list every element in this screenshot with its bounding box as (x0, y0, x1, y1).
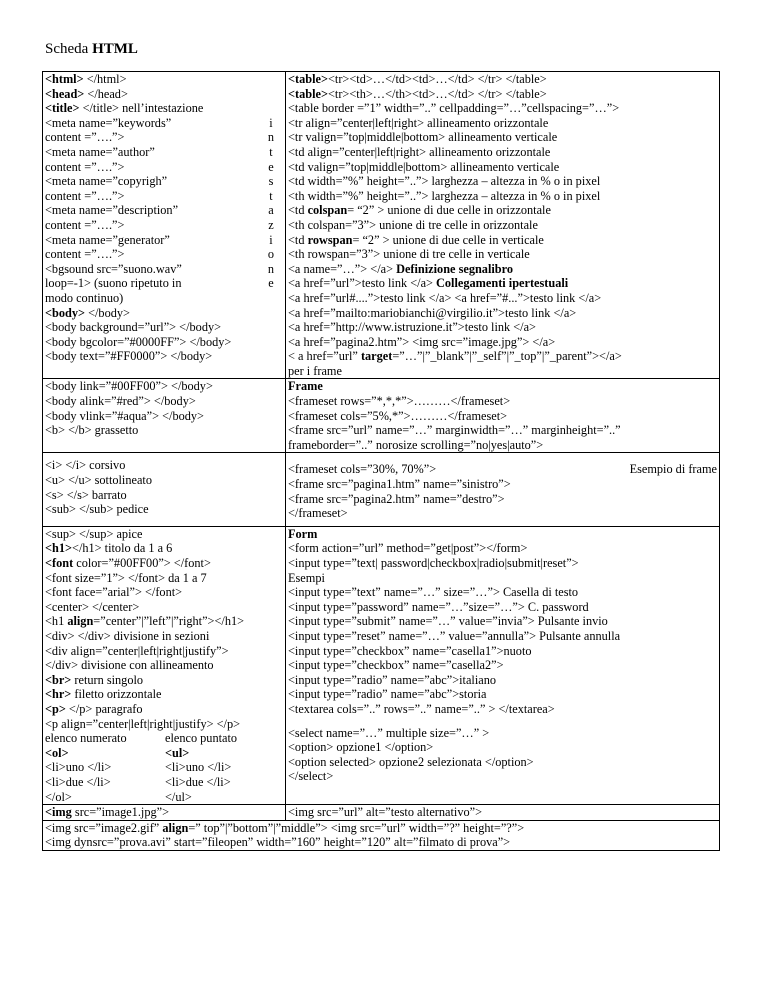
html-reference-table (42, 71, 720, 851)
cell-frame: Frame <frameset rows=”*,*,*”>………</frameset> <frameset cols=”5%,*”>………</frameset> <frame src=”url” name=”…” marginwidth=”…” marginheight=”..” frameborder=”..” norosize scrolling=”no|yes|auto”> (286, 379, 720, 453)
cell-form: Form <form action=”url” method=”get|post”></form> <input type=”text| password|checkbox|radio|submit|reset”> Esempi <input type=”text” name=”…” size=”…”> Casella di testo <input type=”password” name=”…”size=”…”> C. password <input type=”submit” name=”…” value=”invia”> Pulsante invio <input type=”reset” name=”…” value=”annulla”> Pulsante annulla <input type=”checkbox” name=”casella1”>nuoto <input type=”checkbox” name=”casella2”> <input type=”radio” name=”abc”>italiano <input type=”radio” name=”abc”>storia <textarea cols=”..” rows=”..” name=”..” > </textarea> <select name=”…” multiple size=”…” > <option> opzione1 </option> <option selected> opzione2 selezionata </option> </select> (286, 526, 720, 804)
cell-tables-links: <table><tr><td>…</td><td>…</td> </tr> </table> <table><tr><th>…</th><td>…</td> </tr> </table> <table border =”1” width=”..” cellpadding=”…”cellspacing=”…”> <tr align=”center|left|right> allineamento orizzontale <tr valign=”top|middle|bottom> allineamento verticale <td align=”center|left|right> allineamento orizzontale <td valign=”top|middle|bottom> allineamento verticale <td width=”%” height=”..”> larghezza – altezza in % o in pixel <th width=”%” height=”..”> larghezza – altezza in % o in pixel <td colspan= “2” > unione di due celle in orizzontale <th colspan=”3”> unione di tre celle in orizzontale <td rowspan= “2” > unione di due celle in verticale <th rowspan=”3”> unione di tre celle in verticale <a name=”…”> </a> Definizione segnalibro <a href=”url”>testo link </a> Collegamenti ipertestuali <a href=”url#....”>testo link </a> <a href=”#...”>testo link </a> <a href=”mailto:mariobianchi@virgilio.it”>testo link </a> <a href=”http://www.istruzione.it”>testo link </a> <a href=”pagina2.htm”> <img src=”image.jpg”> </a> < a href=”url” target=”…”|”_blank”|”_self”|”_top”|”_parent”></a> per i frame (286, 72, 720, 379)
cell-img-alt: <img src=”url” alt=”testo alternativo”> (286, 805, 720, 821)
cell-link-colors: <body link=”#00FF00”> </body> <body alink=”#red”> </body> <body vlink=”#aqua”> </body> <b> </b> grassetto (43, 379, 286, 453)
page-title-bold: HTML (92, 41, 138, 57)
cell-frameset-example: <frameset cols=”30%, 70%”> Esempio di frame <frame src=”pagina1.htm” name=”sinistro”> <frame src=”pagina2.htm” name=”destro”> </frameset> (286, 453, 720, 526)
table-row (43, 453, 720, 526)
table-row (43, 72, 720, 379)
cell-head: <html> </html> <head> </head> <title> </title> nell’intestazione <meta name=”keywords” content =”….”> <meta name=”author” content =”….”> <meta name=”copyrigh” content =”….”> <meta name=”description” content =”….”> <meta name=”generator” content =”….”> <bgsound src=”suono.wav” loop=-1> (suono ripetuto in modo continuo) i n t e s t a z i o n e <body> </body> <body background=”url”> </body> <body bgcolor=”#0000FF”> </body> <body text=”#FF0000”> </body> (43, 72, 286, 379)
table-row (43, 805, 720, 821)
table-row (43, 526, 720, 804)
line-html: <html> </html> (45, 72, 127, 86)
form-heading: Form (288, 526, 318, 541)
table-row (43, 820, 720, 850)
cell-img-examples: <img src=”image2.gif” align=” top”|”bottom”|”middle”> <img src=”url” width=”?” height=”?”> <img dynsrc=”prova.avi” start=”fileopen” width=”160” height=”120” alt=”filmato di prova”> (43, 820, 720, 850)
table-row (43, 379, 720, 453)
vertical-word-intestazione: i n t e s t a z i o n e (267, 115, 275, 291)
cell-formatting: <i> </i> corsivo <u> </u> sottolineato <s> </s> barrato <sub> </sub> pedice (43, 453, 286, 526)
meta-section: <meta name=”keywords” content =”….”> <meta name=”author” content =”….”> <meta name=”copyrigh” content =”….”> <meta name=”description” content =”….”> <meta name=”generator” content =”….”> <bgsound src=”suono.wav” loop=-1> (suono ripetuto in modo continuo) i n t e s t a z i o n e (45, 116, 283, 306)
cell-img: <img src=”image1.jpg”> (43, 805, 286, 821)
line-head: <head> </head> (45, 86, 128, 101)
line-body: <body> </body> (45, 305, 130, 320)
page-title: Scheda HTML (45, 41, 138, 57)
cell-text-tags: <sup> </sup> apice <h1></h1> titolo da 1 a 6 <font color=”#00FF00”> </font> <font size=”1”> </font> da 1 a 7 <font face=”arial”> </font> <center> </center> <h1 align=”center”|”left”|”right”></h1> <div> </div> divisione in sezioni <div align=”center|left|right|justify”> </div> divisione con allineamento <br> return singolo <hr> filetto orizzontale <p> </p> paragrafo <p align=”center|left|right|justify> </p> elenco numerato elenco puntato <ol> <ul> <li>uno </li> <li>uno </li> <li>due </li> <li>due </li> </ol> </ul> (43, 526, 286, 804)
line-title: <title> </title> nell’intestazione (45, 101, 204, 116)
frame-heading: Frame (288, 379, 323, 394)
frameset-example-label: Esempio di frame (629, 462, 717, 477)
